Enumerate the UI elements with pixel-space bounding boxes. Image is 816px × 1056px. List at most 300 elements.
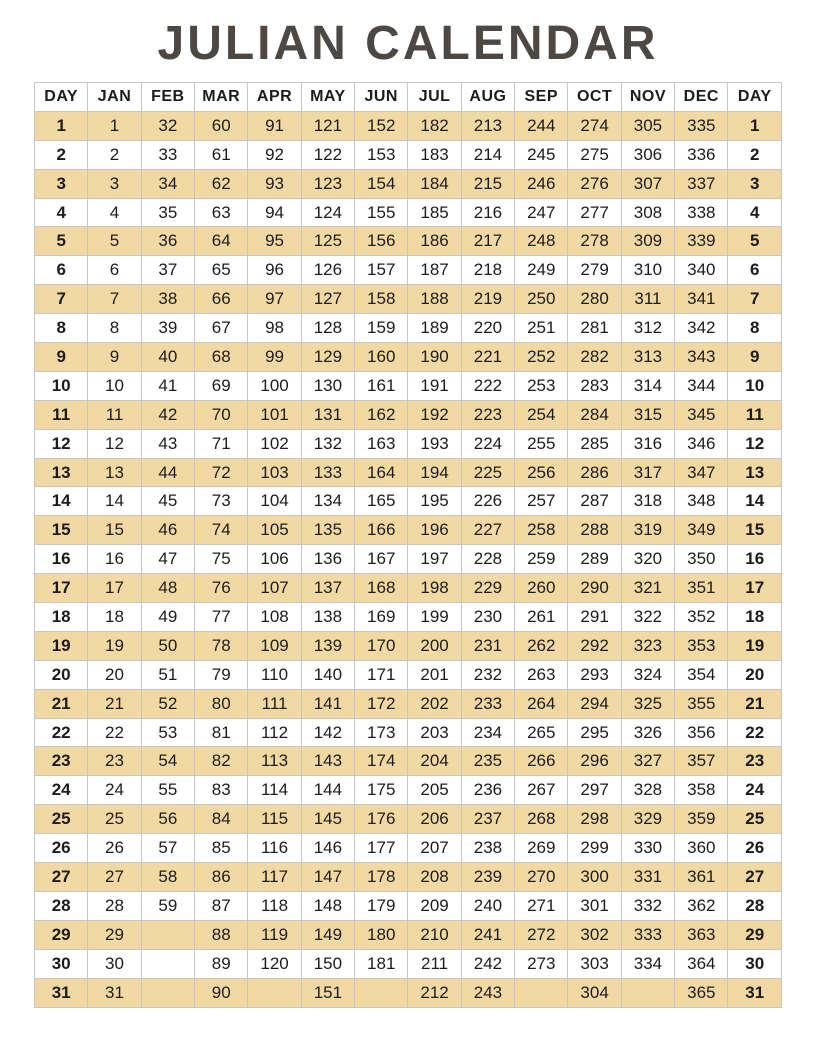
julian-day-cell: 252 (515, 343, 568, 372)
julian-day-cell: 353 (675, 631, 728, 660)
julian-day-cell: 243 (461, 978, 514, 1007)
table-row (35, 198, 782, 227)
table-row (35, 776, 782, 805)
julian-day-cell: 335 (675, 111, 728, 140)
table-row (35, 227, 782, 256)
julian-day-cell: 142 (301, 718, 354, 747)
day-cell-right: 6 (728, 256, 782, 285)
julian-day-cell: 218 (461, 256, 514, 285)
julian-day-cell: 226 (461, 487, 514, 516)
julian-day-cell: 63 (195, 198, 248, 227)
julian-day-cell: 283 (568, 371, 621, 400)
day-cell-left: 8 (35, 314, 88, 343)
julian-day-cell: 248 (515, 227, 568, 256)
julian-day-cell: 109 (248, 631, 301, 660)
julian-day-cell: 107 (248, 574, 301, 603)
julian-day-cell: 258 (515, 516, 568, 545)
day-cell-left: 30 (35, 949, 88, 978)
column-header-may: MAY (301, 83, 354, 112)
day-cell-left: 7 (35, 285, 88, 314)
julian-day-cell: 5 (88, 227, 141, 256)
day-cell-left: 31 (35, 978, 88, 1007)
day-cell-left: 2 (35, 140, 88, 169)
julian-day-cell: 91 (248, 111, 301, 140)
julian-day-cell: 96 (248, 256, 301, 285)
julian-day-cell: 359 (675, 805, 728, 834)
table-row (35, 718, 782, 747)
column-header-day: DAY (35, 83, 88, 112)
julian-day-cell: 247 (515, 198, 568, 227)
julian-day-cell: 348 (675, 487, 728, 516)
julian-day-cell: 330 (621, 834, 674, 863)
day-cell-right: 31 (728, 978, 782, 1007)
julian-day-cell: 53 (141, 718, 194, 747)
julian-day-cell: 168 (355, 574, 408, 603)
column-header-jul: JUL (408, 83, 461, 112)
julian-day-cell (621, 978, 674, 1007)
julian-day-cell: 59 (141, 891, 194, 920)
day-cell-right: 4 (728, 198, 782, 227)
julian-day-cell: 279 (568, 256, 621, 285)
day-cell-right: 21 (728, 689, 782, 718)
julian-day-cell: 215 (461, 169, 514, 198)
julian-day-cell: 83 (195, 776, 248, 805)
julian-day-cell: 105 (248, 516, 301, 545)
julian-day-cell: 166 (355, 516, 408, 545)
table-row (35, 863, 782, 892)
day-cell-left: 16 (35, 545, 88, 574)
julian-day-cell: 347 (675, 458, 728, 487)
julian-day-cell: 174 (355, 747, 408, 776)
julian-day-cell: 361 (675, 863, 728, 892)
table-row (35, 285, 782, 314)
table-row (35, 343, 782, 372)
julian-day-cell: 217 (461, 227, 514, 256)
julian-day-cell: 253 (515, 371, 568, 400)
julian-day-cell: 194 (408, 458, 461, 487)
day-cell-left: 20 (35, 660, 88, 689)
julian-day-cell: 337 (675, 169, 728, 198)
julian-day-cell: 287 (568, 487, 621, 516)
julian-day-cell: 85 (195, 834, 248, 863)
julian-day-cell: 206 (408, 805, 461, 834)
julian-day-cell: 64 (195, 227, 248, 256)
julian-day-cell: 299 (568, 834, 621, 863)
julian-day-cell (141, 920, 194, 949)
julian-day-cell: 54 (141, 747, 194, 776)
day-cell-right: 28 (728, 891, 782, 920)
julian-day-cell: 312 (621, 314, 674, 343)
julian-day-cell: 349 (675, 516, 728, 545)
table-row (35, 487, 782, 516)
day-cell-left: 26 (35, 834, 88, 863)
julian-day-cell: 297 (568, 776, 621, 805)
julian-day-cell: 43 (141, 429, 194, 458)
julian-day-cell: 106 (248, 545, 301, 574)
julian-day-cell: 338 (675, 198, 728, 227)
julian-day-cell: 304 (568, 978, 621, 1007)
julian-calendar-table (34, 82, 782, 1008)
julian-day-cell: 102 (248, 429, 301, 458)
julian-day-cell: 196 (408, 516, 461, 545)
julian-day-cell: 126 (301, 256, 354, 285)
julian-day-cell: 163 (355, 429, 408, 458)
day-cell-right: 10 (728, 371, 782, 400)
julian-day-cell: 136 (301, 545, 354, 574)
julian-day-cell: 145 (301, 805, 354, 834)
julian-day-cell: 114 (248, 776, 301, 805)
day-cell-right: 26 (728, 834, 782, 863)
page-title: JULIAN CALENDAR (157, 17, 659, 70)
day-cell-left: 10 (35, 371, 88, 400)
day-cell-right: 20 (728, 660, 782, 689)
julian-day-cell: 121 (301, 111, 354, 140)
julian-day-cell: 201 (408, 660, 461, 689)
julian-day-cell: 175 (355, 776, 408, 805)
julian-day-cell: 245 (515, 140, 568, 169)
julian-day-cell: 62 (195, 169, 248, 198)
julian-day-cell: 364 (675, 949, 728, 978)
day-cell-right: 2 (728, 140, 782, 169)
julian-day-cell: 177 (355, 834, 408, 863)
julian-day-cell: 211 (408, 949, 461, 978)
julian-day-cell: 154 (355, 169, 408, 198)
julian-day-cell: 192 (408, 400, 461, 429)
julian-day-cell: 88 (195, 920, 248, 949)
julian-day-cell: 179 (355, 891, 408, 920)
julian-day-cell: 292 (568, 631, 621, 660)
julian-day-cell: 160 (355, 343, 408, 372)
day-cell-right: 22 (728, 718, 782, 747)
table-row (35, 660, 782, 689)
day-cell-right: 18 (728, 603, 782, 632)
julian-day-cell: 307 (621, 169, 674, 198)
day-cell-left: 25 (35, 805, 88, 834)
day-cell-right: 25 (728, 805, 782, 834)
julian-day-cell: 276 (568, 169, 621, 198)
julian-day-cell: 8 (88, 314, 141, 343)
julian-day-cell: 133 (301, 458, 354, 487)
julian-day-cell: 365 (675, 978, 728, 1007)
julian-day-cell: 231 (461, 631, 514, 660)
day-cell-left: 27 (35, 863, 88, 892)
julian-day-cell: 356 (675, 718, 728, 747)
julian-day-cell: 234 (461, 718, 514, 747)
julian-day-cell: 189 (408, 314, 461, 343)
table-row (35, 603, 782, 632)
julian-day-cell: 31 (88, 978, 141, 1007)
julian-day-cell: 159 (355, 314, 408, 343)
julian-day-cell: 86 (195, 863, 248, 892)
day-cell-left: 19 (35, 631, 88, 660)
header-row (35, 83, 782, 112)
julian-day-cell: 140 (301, 660, 354, 689)
table-row (35, 689, 782, 718)
table-row (35, 978, 782, 1007)
julian-day-cell: 241 (461, 920, 514, 949)
day-cell-left: 15 (35, 516, 88, 545)
column-header-apr: APR (248, 83, 301, 112)
julian-day-cell: 12 (88, 429, 141, 458)
julian-day-cell: 87 (195, 891, 248, 920)
julian-day-cell: 151 (301, 978, 354, 1007)
julian-day-cell: 259 (515, 545, 568, 574)
table-row (35, 631, 782, 660)
julian-day-cell: 157 (355, 256, 408, 285)
julian-day-cell: 188 (408, 285, 461, 314)
table-row (35, 429, 782, 458)
julian-day-cell: 80 (195, 689, 248, 718)
julian-day-cell: 56 (141, 805, 194, 834)
julian-day-cell: 27 (88, 863, 141, 892)
julian-day-cell: 345 (675, 400, 728, 429)
julian-day-cell: 305 (621, 111, 674, 140)
julian-day-cell: 84 (195, 805, 248, 834)
julian-day-cell: 120 (248, 949, 301, 978)
julian-day-cell: 37 (141, 256, 194, 285)
julian-day-cell: 221 (461, 343, 514, 372)
julian-day-cell: 318 (621, 487, 674, 516)
julian-day-cell: 285 (568, 429, 621, 458)
julian-day-cell: 326 (621, 718, 674, 747)
julian-day-cell: 197 (408, 545, 461, 574)
julian-day-cell: 11 (88, 400, 141, 429)
julian-day-cell: 332 (621, 891, 674, 920)
julian-day-cell: 228 (461, 545, 514, 574)
julian-day-cell: 331 (621, 863, 674, 892)
day-cell-right: 1 (728, 111, 782, 140)
day-cell-left: 6 (35, 256, 88, 285)
julian-day-cell: 172 (355, 689, 408, 718)
julian-day-cell: 339 (675, 227, 728, 256)
julian-day-cell: 45 (141, 487, 194, 516)
julian-day-cell: 51 (141, 660, 194, 689)
day-cell-left: 9 (35, 343, 88, 372)
julian-day-cell: 289 (568, 545, 621, 574)
julian-day-cell: 208 (408, 863, 461, 892)
julian-day-cell: 238 (461, 834, 514, 863)
julian-day-cell: 48 (141, 574, 194, 603)
julian-day-cell: 191 (408, 371, 461, 400)
table-body (35, 111, 782, 1007)
julian-day-cell: 229 (461, 574, 514, 603)
julian-day-cell: 193 (408, 429, 461, 458)
table-row (35, 920, 782, 949)
julian-day-cell: 257 (515, 487, 568, 516)
day-cell-left: 21 (35, 689, 88, 718)
julian-day-cell: 268 (515, 805, 568, 834)
julian-day-cell: 52 (141, 689, 194, 718)
table-row (35, 371, 782, 400)
julian-day-cell: 25 (88, 805, 141, 834)
julian-day-cell: 104 (248, 487, 301, 516)
julian-day-cell: 336 (675, 140, 728, 169)
day-cell-left: 23 (35, 747, 88, 776)
julian-day-cell: 200 (408, 631, 461, 660)
julian-day-cell: 50 (141, 631, 194, 660)
julian-day-cell: 242 (461, 949, 514, 978)
column-header-dec: DEC (675, 83, 728, 112)
julian-day-cell: 324 (621, 660, 674, 689)
julian-day-cell: 246 (515, 169, 568, 198)
julian-day-cell: 301 (568, 891, 621, 920)
julian-day-cell: 333 (621, 920, 674, 949)
julian-day-cell: 363 (675, 920, 728, 949)
julian-day-cell: 280 (568, 285, 621, 314)
day-cell-right: 9 (728, 343, 782, 372)
julian-day-cell: 186 (408, 227, 461, 256)
julian-day-cell: 260 (515, 574, 568, 603)
julian-day-cell: 46 (141, 516, 194, 545)
julian-day-cell: 29 (88, 920, 141, 949)
julian-day-cell: 343 (675, 343, 728, 372)
column-header-nov: NOV (621, 83, 674, 112)
day-cell-right: 11 (728, 400, 782, 429)
julian-day-cell: 271 (515, 891, 568, 920)
julian-day-cell: 181 (355, 949, 408, 978)
julian-day-cell: 275 (568, 140, 621, 169)
table-row (35, 169, 782, 198)
day-cell-right: 17 (728, 574, 782, 603)
julian-day-cell: 320 (621, 545, 674, 574)
julian-day-cell: 303 (568, 949, 621, 978)
day-cell-right: 14 (728, 487, 782, 516)
julian-day-cell: 122 (301, 140, 354, 169)
julian-day-cell: 209 (408, 891, 461, 920)
julian-day-cell: 60 (195, 111, 248, 140)
julian-day-cell: 214 (461, 140, 514, 169)
julian-day-cell: 49 (141, 603, 194, 632)
julian-day-cell: 210 (408, 920, 461, 949)
table-row (35, 545, 782, 574)
julian-day-cell: 291 (568, 603, 621, 632)
julian-day-cell: 146 (301, 834, 354, 863)
julian-day-cell: 169 (355, 603, 408, 632)
day-cell-right: 23 (728, 747, 782, 776)
day-cell-right: 7 (728, 285, 782, 314)
julian-day-cell: 30 (88, 949, 141, 978)
julian-day-cell: 68 (195, 343, 248, 372)
julian-day-cell: 202 (408, 689, 461, 718)
column-header-sep: SEP (515, 83, 568, 112)
julian-day-cell: 73 (195, 487, 248, 516)
julian-day-cell: 129 (301, 343, 354, 372)
julian-day-cell: 1 (88, 111, 141, 140)
table-row (35, 458, 782, 487)
julian-day-cell: 254 (515, 400, 568, 429)
julian-day-cell: 195 (408, 487, 461, 516)
column-header-jun: JUN (355, 83, 408, 112)
julian-day-cell: 284 (568, 400, 621, 429)
julian-day-cell: 21 (88, 689, 141, 718)
julian-day-cell: 130 (301, 371, 354, 400)
julian-day-cell: 183 (408, 140, 461, 169)
day-cell-right: 12 (728, 429, 782, 458)
julian-day-cell: 323 (621, 631, 674, 660)
julian-day-cell: 170 (355, 631, 408, 660)
julian-day-cell: 17 (88, 574, 141, 603)
julian-day-cell: 150 (301, 949, 354, 978)
julian-day-cell: 47 (141, 545, 194, 574)
julian-day-cell: 10 (88, 371, 141, 400)
julian-day-cell: 199 (408, 603, 461, 632)
julian-day-cell: 319 (621, 516, 674, 545)
julian-day-cell: 267 (515, 776, 568, 805)
julian-day-cell: 71 (195, 429, 248, 458)
julian-day-cell: 123 (301, 169, 354, 198)
julian-day-cell: 100 (248, 371, 301, 400)
julian-day-cell: 219 (461, 285, 514, 314)
julian-day-cell: 19 (88, 631, 141, 660)
julian-day-cell: 138 (301, 603, 354, 632)
julian-day-cell: 143 (301, 747, 354, 776)
julian-day-cell: 173 (355, 718, 408, 747)
julian-day-cell: 74 (195, 516, 248, 545)
julian-day-cell: 262 (515, 631, 568, 660)
julian-day-cell: 137 (301, 574, 354, 603)
julian-day-cell: 118 (248, 891, 301, 920)
julian-day-cell: 33 (141, 140, 194, 169)
julian-day-cell: 264 (515, 689, 568, 718)
day-cell-right: 3 (728, 169, 782, 198)
julian-day-cell: 296 (568, 747, 621, 776)
julian-day-cell: 155 (355, 198, 408, 227)
column-header-oct: OCT (568, 83, 621, 112)
julian-day-cell: 16 (88, 545, 141, 574)
julian-day-cell: 76 (195, 574, 248, 603)
table-row (35, 891, 782, 920)
julian-day-cell: 300 (568, 863, 621, 892)
julian-day-cell: 325 (621, 689, 674, 718)
julian-day-cell: 225 (461, 458, 514, 487)
julian-day-cell: 167 (355, 545, 408, 574)
julian-day-cell: 265 (515, 718, 568, 747)
julian-day-cell: 220 (461, 314, 514, 343)
julian-day-cell: 67 (195, 314, 248, 343)
table-header (35, 83, 782, 112)
julian-day-cell: 113 (248, 747, 301, 776)
julian-day-cell: 355 (675, 689, 728, 718)
julian-day-cell: 358 (675, 776, 728, 805)
day-cell-left: 22 (35, 718, 88, 747)
day-cell-left: 12 (35, 429, 88, 458)
julian-day-cell: 321 (621, 574, 674, 603)
julian-day-cell: 14 (88, 487, 141, 516)
julian-day-cell: 322 (621, 603, 674, 632)
julian-day-cell: 13 (88, 458, 141, 487)
julian-day-cell: 290 (568, 574, 621, 603)
julian-day-cell: 144 (301, 776, 354, 805)
table-row (35, 400, 782, 429)
day-cell-right: 19 (728, 631, 782, 660)
julian-day-cell: 132 (301, 429, 354, 458)
julian-day-cell: 230 (461, 603, 514, 632)
julian-day-cell: 232 (461, 660, 514, 689)
day-cell-left: 13 (35, 458, 88, 487)
julian-day-cell: 302 (568, 920, 621, 949)
julian-day-cell: 98 (248, 314, 301, 343)
julian-day-cell: 272 (515, 920, 568, 949)
julian-day-cell: 313 (621, 343, 674, 372)
table-row (35, 805, 782, 834)
julian-day-cell: 65 (195, 256, 248, 285)
julian-day-cell (141, 949, 194, 978)
day-cell-left: 3 (35, 169, 88, 198)
julian-day-cell: 135 (301, 516, 354, 545)
julian-day-cell: 346 (675, 429, 728, 458)
julian-day-cell: 165 (355, 487, 408, 516)
julian-day-cell: 161 (355, 371, 408, 400)
